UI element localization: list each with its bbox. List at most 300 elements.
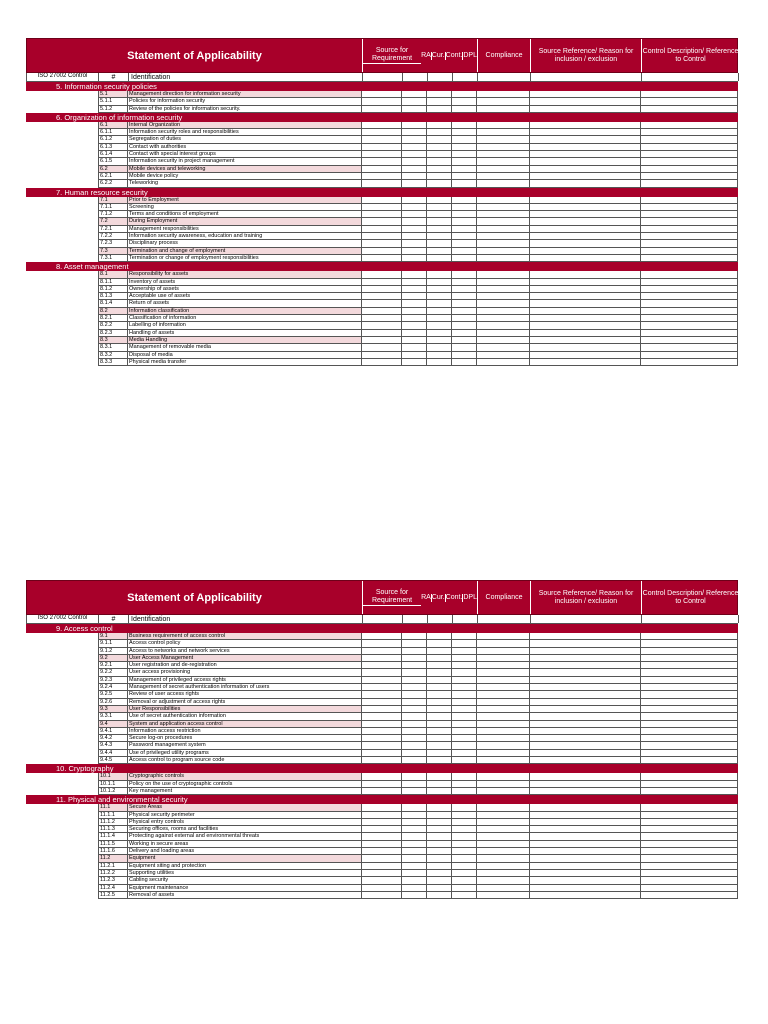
cur-cell[interactable] xyxy=(402,98,427,105)
description-cell[interactable] xyxy=(641,848,738,855)
ra-cell[interactable] xyxy=(362,158,402,165)
reference-cell[interactable] xyxy=(530,248,641,255)
cont-cell[interactable] xyxy=(427,352,452,359)
cont-cell[interactable] xyxy=(427,757,452,764)
cur-cell[interactable] xyxy=(402,677,427,684)
dpl-cell[interactable] xyxy=(452,286,477,293)
ra-cell[interactable] xyxy=(362,640,402,647)
ra-cell[interactable] xyxy=(362,728,402,735)
ra-cell[interactable] xyxy=(362,344,402,351)
dpl-cell[interactable] xyxy=(452,812,477,819)
ra-cell[interactable] xyxy=(362,848,402,855)
reference-cell[interactable] xyxy=(530,106,641,113)
ra-cell[interactable] xyxy=(362,885,402,892)
reference-cell[interactable] xyxy=(530,197,641,204)
cont-cell[interactable] xyxy=(427,233,452,240)
compliance-cell[interactable] xyxy=(477,699,530,706)
compliance-cell[interactable] xyxy=(477,330,530,337)
reference-cell[interactable] xyxy=(530,870,641,877)
reference-cell[interactable] xyxy=(530,293,641,300)
description-cell[interactable] xyxy=(641,691,738,698)
reference-cell[interactable] xyxy=(530,684,641,691)
reference-cell[interactable] xyxy=(530,640,641,647)
ra-cell[interactable] xyxy=(362,300,402,307)
description-cell[interactable] xyxy=(641,885,738,892)
ra-cell[interactable] xyxy=(362,677,402,684)
description-cell[interactable] xyxy=(641,122,738,129)
dpl-cell[interactable] xyxy=(452,735,477,742)
compliance-cell[interactable] xyxy=(477,344,530,351)
cont-cell[interactable] xyxy=(427,788,452,795)
reference-cell[interactable] xyxy=(530,255,641,262)
cont-cell[interactable] xyxy=(427,204,452,211)
ra-cell[interactable] xyxy=(362,648,402,655)
ra-cell[interactable] xyxy=(362,691,402,698)
reference-cell[interactable] xyxy=(530,833,641,840)
cont-cell[interactable] xyxy=(427,691,452,698)
cont-cell[interactable] xyxy=(427,721,452,728)
cur-cell[interactable] xyxy=(402,691,427,698)
description-cell[interactable] xyxy=(641,735,738,742)
dpl-cell[interactable] xyxy=(452,721,477,728)
description-cell[interactable] xyxy=(641,218,738,225)
compliance-cell[interactable] xyxy=(477,315,530,322)
dpl-cell[interactable] xyxy=(452,122,477,129)
dpl-cell[interactable] xyxy=(452,742,477,749)
ra-cell[interactable] xyxy=(362,633,402,640)
description-cell[interactable] xyxy=(641,819,738,826)
description-cell[interactable] xyxy=(641,684,738,691)
reference-cell[interactable] xyxy=(530,322,641,329)
reference-cell[interactable] xyxy=(530,735,641,742)
dpl-cell[interactable] xyxy=(452,863,477,870)
dpl-cell[interactable] xyxy=(452,98,477,105)
cur-cell[interactable] xyxy=(402,91,427,98)
cont-cell[interactable] xyxy=(427,98,452,105)
dpl-cell[interactable] xyxy=(452,750,477,757)
cont-cell[interactable] xyxy=(427,322,452,329)
ra-cell[interactable] xyxy=(362,218,402,225)
cur-cell[interactable] xyxy=(402,892,427,899)
compliance-cell[interactable] xyxy=(477,233,530,240)
compliance-cell[interactable] xyxy=(477,129,530,136)
dpl-cell[interactable] xyxy=(452,293,477,300)
ra-cell[interactable] xyxy=(362,841,402,848)
dpl-cell[interactable] xyxy=(452,315,477,322)
compliance-cell[interactable] xyxy=(477,669,530,676)
ra-cell[interactable] xyxy=(362,204,402,211)
ra-cell[interactable] xyxy=(362,98,402,105)
cur-cell[interactable] xyxy=(402,773,427,780)
compliance-cell[interactable] xyxy=(477,833,530,840)
description-cell[interactable] xyxy=(641,129,738,136)
cont-cell[interactable] xyxy=(427,166,452,173)
compliance-cell[interactable] xyxy=(477,781,530,788)
compliance-cell[interactable] xyxy=(477,98,530,105)
description-cell[interactable] xyxy=(641,293,738,300)
cur-cell[interactable] xyxy=(402,129,427,136)
dpl-cell[interactable] xyxy=(452,833,477,840)
ra-cell[interactable] xyxy=(362,240,402,247)
description-cell[interactable] xyxy=(641,308,738,315)
compliance-cell[interactable] xyxy=(477,322,530,329)
cont-cell[interactable] xyxy=(427,819,452,826)
reference-cell[interactable] xyxy=(530,233,641,240)
dpl-cell[interactable] xyxy=(452,218,477,225)
compliance-cell[interactable] xyxy=(477,721,530,728)
description-cell[interactable] xyxy=(641,742,738,749)
description-cell[interactable] xyxy=(641,173,738,180)
reference-cell[interactable] xyxy=(530,151,641,158)
compliance-cell[interactable] xyxy=(477,279,530,286)
reference-cell[interactable] xyxy=(530,129,641,136)
compliance-cell[interactable] xyxy=(477,197,530,204)
compliance-cell[interactable] xyxy=(477,826,530,833)
ra-cell[interactable] xyxy=(362,684,402,691)
compliance-cell[interactable] xyxy=(477,892,530,899)
cont-cell[interactable] xyxy=(427,359,452,366)
cont-cell[interactable] xyxy=(427,841,452,848)
reference-cell[interactable] xyxy=(530,655,641,662)
cont-cell[interactable] xyxy=(427,781,452,788)
compliance-cell[interactable] xyxy=(477,136,530,143)
reference-cell[interactable] xyxy=(530,819,641,826)
cont-cell[interactable] xyxy=(427,211,452,218)
reference-cell[interactable] xyxy=(530,226,641,233)
description-cell[interactable] xyxy=(641,812,738,819)
cont-cell[interactable] xyxy=(427,648,452,655)
dpl-cell[interactable] xyxy=(452,344,477,351)
cont-cell[interactable] xyxy=(427,773,452,780)
cont-cell[interactable] xyxy=(427,735,452,742)
ra-cell[interactable] xyxy=(362,804,402,811)
reference-cell[interactable] xyxy=(530,158,641,165)
reference-cell[interactable] xyxy=(530,344,641,351)
reference-cell[interactable] xyxy=(530,240,641,247)
description-cell[interactable] xyxy=(641,322,738,329)
compliance-cell[interactable] xyxy=(477,662,530,669)
cont-cell[interactable] xyxy=(427,158,452,165)
dpl-cell[interactable] xyxy=(452,728,477,735)
reference-cell[interactable] xyxy=(530,352,641,359)
dpl-cell[interactable] xyxy=(452,248,477,255)
cont-cell[interactable] xyxy=(427,655,452,662)
reference-cell[interactable] xyxy=(530,677,641,684)
dpl-cell[interactable] xyxy=(452,804,477,811)
ra-cell[interactable] xyxy=(362,735,402,742)
compliance-cell[interactable] xyxy=(477,750,530,757)
compliance-cell[interactable] xyxy=(477,151,530,158)
description-cell[interactable] xyxy=(641,655,738,662)
reference-cell[interactable] xyxy=(530,706,641,713)
reference-cell[interactable] xyxy=(530,204,641,211)
cont-cell[interactable] xyxy=(427,812,452,819)
ra-cell[interactable] xyxy=(362,863,402,870)
ra-cell[interactable] xyxy=(362,352,402,359)
description-cell[interactable] xyxy=(641,352,738,359)
reference-cell[interactable] xyxy=(530,98,641,105)
description-cell[interactable] xyxy=(641,804,738,811)
cont-cell[interactable] xyxy=(427,728,452,735)
compliance-cell[interactable] xyxy=(477,788,530,795)
ra-cell[interactable] xyxy=(362,330,402,337)
dpl-cell[interactable] xyxy=(452,669,477,676)
compliance-cell[interactable] xyxy=(477,706,530,713)
reference-cell[interactable] xyxy=(530,877,641,884)
compliance-cell[interactable] xyxy=(477,91,530,98)
cont-cell[interactable] xyxy=(427,826,452,833)
reference-cell[interactable] xyxy=(530,848,641,855)
reference-cell[interactable] xyxy=(530,211,641,218)
cur-cell[interactable] xyxy=(402,315,427,322)
compliance-cell[interactable] xyxy=(477,300,530,307)
compliance-cell[interactable] xyxy=(477,308,530,315)
ra-cell[interactable] xyxy=(362,877,402,884)
cont-cell[interactable] xyxy=(427,308,452,315)
reference-cell[interactable] xyxy=(530,863,641,870)
description-cell[interactable] xyxy=(641,706,738,713)
description-cell[interactable] xyxy=(641,197,738,204)
cur-cell[interactable] xyxy=(402,218,427,225)
description-cell[interactable] xyxy=(641,870,738,877)
ra-cell[interactable] xyxy=(362,197,402,204)
dpl-cell[interactable] xyxy=(452,855,477,862)
dpl-cell[interactable] xyxy=(452,788,477,795)
dpl-cell[interactable] xyxy=(452,633,477,640)
dpl-cell[interactable] xyxy=(452,757,477,764)
cur-cell[interactable] xyxy=(402,781,427,788)
cont-cell[interactable] xyxy=(427,892,452,899)
compliance-cell[interactable] xyxy=(477,633,530,640)
dpl-cell[interactable] xyxy=(452,106,477,113)
dpl-cell[interactable] xyxy=(452,713,477,720)
ra-cell[interactable] xyxy=(362,781,402,788)
reference-cell[interactable] xyxy=(530,804,641,811)
cont-cell[interactable] xyxy=(427,279,452,286)
ra-cell[interactable] xyxy=(362,233,402,240)
cont-cell[interactable] xyxy=(427,633,452,640)
cur-cell[interactable] xyxy=(402,322,427,329)
cur-cell[interactable] xyxy=(402,728,427,735)
reference-cell[interactable] xyxy=(530,788,641,795)
cont-cell[interactable] xyxy=(427,742,452,749)
cont-cell[interactable] xyxy=(427,91,452,98)
description-cell[interactable] xyxy=(641,833,738,840)
ra-cell[interactable] xyxy=(362,315,402,322)
cur-cell[interactable] xyxy=(402,684,427,691)
description-cell[interactable] xyxy=(641,757,738,764)
dpl-cell[interactable] xyxy=(452,699,477,706)
cont-cell[interactable] xyxy=(427,286,452,293)
reference-cell[interactable] xyxy=(530,337,641,344)
description-cell[interactable] xyxy=(641,315,738,322)
ra-cell[interactable] xyxy=(362,812,402,819)
cur-cell[interactable] xyxy=(402,877,427,884)
cont-cell[interactable] xyxy=(427,662,452,669)
reference-cell[interactable] xyxy=(530,841,641,848)
dpl-cell[interactable] xyxy=(452,226,477,233)
cont-cell[interactable] xyxy=(427,750,452,757)
cur-cell[interactable] xyxy=(402,271,427,278)
description-cell[interactable] xyxy=(641,855,738,862)
description-cell[interactable] xyxy=(641,669,738,676)
dpl-cell[interactable] xyxy=(452,300,477,307)
cont-cell[interactable] xyxy=(427,640,452,647)
reference-cell[interactable] xyxy=(530,669,641,676)
description-cell[interactable] xyxy=(641,721,738,728)
description-cell[interactable] xyxy=(641,136,738,143)
reference-cell[interactable] xyxy=(530,855,641,862)
dpl-cell[interactable] xyxy=(452,197,477,204)
cur-cell[interactable] xyxy=(402,885,427,892)
compliance-cell[interactable] xyxy=(477,812,530,819)
ra-cell[interactable] xyxy=(362,136,402,143)
cont-cell[interactable] xyxy=(427,677,452,684)
compliance-cell[interactable] xyxy=(477,122,530,129)
reference-cell[interactable] xyxy=(530,136,641,143)
cur-cell[interactable] xyxy=(402,640,427,647)
ra-cell[interactable] xyxy=(362,255,402,262)
ra-cell[interactable] xyxy=(362,226,402,233)
cont-cell[interactable] xyxy=(427,684,452,691)
cont-cell[interactable] xyxy=(427,255,452,262)
compliance-cell[interactable] xyxy=(477,728,530,735)
cont-cell[interactable] xyxy=(427,863,452,870)
compliance-cell[interactable] xyxy=(477,804,530,811)
description-cell[interactable] xyxy=(641,226,738,233)
cur-cell[interactable] xyxy=(402,863,427,870)
description-cell[interactable] xyxy=(641,344,738,351)
ra-cell[interactable] xyxy=(362,721,402,728)
dpl-cell[interactable] xyxy=(452,648,477,655)
cont-cell[interactable] xyxy=(427,180,452,187)
ra-cell[interactable] xyxy=(362,144,402,151)
cont-cell[interactable] xyxy=(427,122,452,129)
description-cell[interactable] xyxy=(641,166,738,173)
cur-cell[interactable] xyxy=(402,136,427,143)
compliance-cell[interactable] xyxy=(477,173,530,180)
ra-cell[interactable] xyxy=(362,655,402,662)
description-cell[interactable] xyxy=(641,662,738,669)
dpl-cell[interactable] xyxy=(452,877,477,884)
reference-cell[interactable] xyxy=(530,742,641,749)
cur-cell[interactable] xyxy=(402,233,427,240)
reference-cell[interactable] xyxy=(530,773,641,780)
compliance-cell[interactable] xyxy=(477,677,530,684)
cur-cell[interactable] xyxy=(402,833,427,840)
ra-cell[interactable] xyxy=(362,271,402,278)
cur-cell[interactable] xyxy=(402,742,427,749)
dpl-cell[interactable] xyxy=(452,158,477,165)
description-cell[interactable] xyxy=(641,98,738,105)
cont-cell[interactable] xyxy=(427,173,452,180)
ra-cell[interactable] xyxy=(362,180,402,187)
reference-cell[interactable] xyxy=(530,721,641,728)
cont-cell[interactable] xyxy=(427,804,452,811)
description-cell[interactable] xyxy=(641,255,738,262)
compliance-cell[interactable] xyxy=(477,885,530,892)
cur-cell[interactable] xyxy=(402,819,427,826)
compliance-cell[interactable] xyxy=(477,841,530,848)
cur-cell[interactable] xyxy=(402,308,427,315)
compliance-cell[interactable] xyxy=(477,359,530,366)
cur-cell[interactable] xyxy=(402,757,427,764)
description-cell[interactable] xyxy=(641,773,738,780)
ra-cell[interactable] xyxy=(362,662,402,669)
cur-cell[interactable] xyxy=(402,826,427,833)
description-cell[interactable] xyxy=(641,271,738,278)
cont-cell[interactable] xyxy=(427,330,452,337)
cur-cell[interactable] xyxy=(402,106,427,113)
cont-cell[interactable] xyxy=(427,337,452,344)
cur-cell[interactable] xyxy=(402,180,427,187)
reference-cell[interactable] xyxy=(530,750,641,757)
dpl-cell[interactable] xyxy=(452,662,477,669)
dpl-cell[interactable] xyxy=(452,240,477,247)
description-cell[interactable] xyxy=(641,728,738,735)
cur-cell[interactable] xyxy=(402,248,427,255)
ra-cell[interactable] xyxy=(362,713,402,720)
dpl-cell[interactable] xyxy=(452,819,477,826)
dpl-cell[interactable] xyxy=(452,826,477,833)
dpl-cell[interactable] xyxy=(452,655,477,662)
cont-cell[interactable] xyxy=(427,226,452,233)
dpl-cell[interactable] xyxy=(452,151,477,158)
ra-cell[interactable] xyxy=(362,892,402,899)
ra-cell[interactable] xyxy=(362,91,402,98)
cont-cell[interactable] xyxy=(427,706,452,713)
cont-cell[interactable] xyxy=(427,300,452,307)
ra-cell[interactable] xyxy=(362,248,402,255)
reference-cell[interactable] xyxy=(530,308,641,315)
ra-cell[interactable] xyxy=(362,699,402,706)
reference-cell[interactable] xyxy=(530,892,641,899)
reference-cell[interactable] xyxy=(530,315,641,322)
reference-cell[interactable] xyxy=(530,218,641,225)
reference-cell[interactable] xyxy=(530,166,641,173)
description-cell[interactable] xyxy=(641,233,738,240)
dpl-cell[interactable] xyxy=(452,279,477,286)
reference-cell[interactable] xyxy=(530,648,641,655)
cur-cell[interactable] xyxy=(402,122,427,129)
dpl-cell[interactable] xyxy=(452,841,477,848)
description-cell[interactable] xyxy=(641,892,738,899)
cur-cell[interactable] xyxy=(402,721,427,728)
compliance-cell[interactable] xyxy=(477,773,530,780)
compliance-cell[interactable] xyxy=(477,293,530,300)
compliance-cell[interactable] xyxy=(477,757,530,764)
reference-cell[interactable] xyxy=(530,144,641,151)
dpl-cell[interactable] xyxy=(452,691,477,698)
description-cell[interactable] xyxy=(641,337,738,344)
reference-cell[interactable] xyxy=(530,173,641,180)
compliance-cell[interactable] xyxy=(477,742,530,749)
cur-cell[interactable] xyxy=(402,344,427,351)
ra-cell[interactable] xyxy=(362,359,402,366)
description-cell[interactable] xyxy=(641,633,738,640)
dpl-cell[interactable] xyxy=(452,684,477,691)
ra-cell[interactable] xyxy=(362,855,402,862)
description-cell[interactable] xyxy=(641,648,738,655)
description-cell[interactable] xyxy=(641,699,738,706)
cur-cell[interactable] xyxy=(402,655,427,662)
cur-cell[interactable] xyxy=(402,286,427,293)
cur-cell[interactable] xyxy=(402,669,427,676)
ra-cell[interactable] xyxy=(362,773,402,780)
reference-cell[interactable] xyxy=(530,826,641,833)
reference-cell[interactable] xyxy=(530,662,641,669)
cur-cell[interactable] xyxy=(402,359,427,366)
